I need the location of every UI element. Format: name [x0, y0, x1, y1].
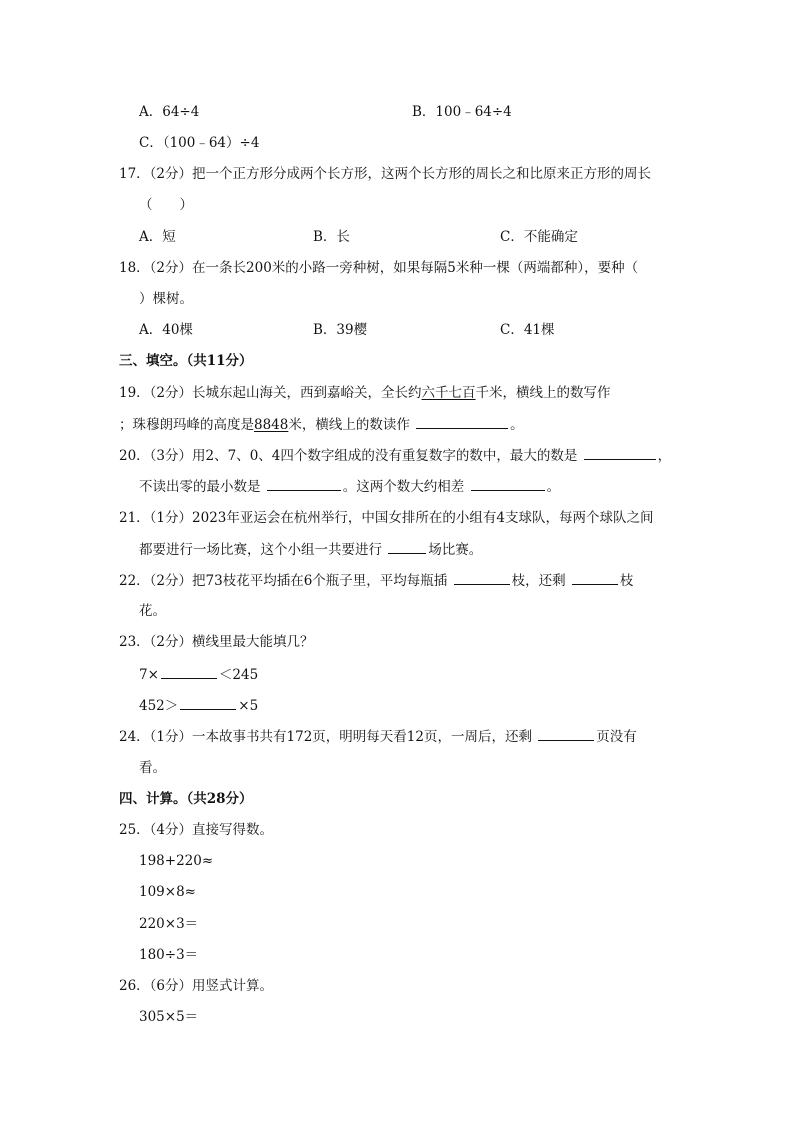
q21-text-1: 都要进行一场比赛，这个小组一共要进行 [139, 542, 382, 558]
q17-option-a: A．短 [139, 229, 176, 245]
q25-item-2: 109×8≈ [139, 884, 196, 900]
q19-underlined-height: 8848 [254, 417, 289, 433]
q23-expression-1 [139, 664, 258, 685]
q20-blank-difference[interactable] [471, 476, 545, 491]
q20-line1 [119, 445, 671, 466]
q23-expr2-right: ×5 [238, 698, 259, 714]
q24-text-1: 24．（1分）一本故事书共有172页，明明每天看12页，一周后，还剩 [119, 729, 532, 745]
q22-line2: 花。 [139, 603, 166, 619]
q20-blank-smallest[interactable] [267, 476, 341, 491]
q19-text-3: ；珠穆朗玛峰的高度是 [119, 417, 254, 433]
section-3-heading: 三、填空。（共11分） [119, 353, 253, 369]
q19-text-1: 19．（2分）长城东起山海关，西到嘉峪关，全长约 [119, 385, 422, 401]
q17-answer-paren: （ ） [139, 197, 193, 213]
q20-text-1: 20．（3分）用2、7、0、4四个数字组成的没有重复数字的数中，最大的数是 [119, 448, 578, 464]
q21-text-2: 场比赛。 [428, 542, 483, 558]
q17-stem: 17．（2分）把一个正方形分成两个长方形，这两个长方形的周长之和比原来正方形的周长 [119, 166, 652, 182]
q22-line1 [119, 570, 633, 591]
q22-text-3: 枝 [619, 573, 634, 589]
q23-expr1-left: 7× [139, 667, 159, 683]
q21-line1: 21．（1分）2023年亚运会在杭州举行，中国女排所在的小组有4支球队，每两个球队之间 [119, 510, 654, 526]
q18-option-b: B．39樱 [313, 322, 368, 338]
q20-text-2: ， [657, 448, 672, 464]
q19-underlined-number: 六千七百 [421, 385, 476, 401]
q25-item-3: 220×3＝ [139, 916, 199, 932]
q20-blank-largest[interactable] [584, 445, 656, 460]
q19-text-2: 千米，横线上的数写作 [475, 385, 611, 401]
section-4-heading: 四、计算。（共28分） [119, 791, 253, 807]
q21-blank-matches[interactable] [388, 539, 426, 554]
q25-stem: 25．（4分）直接写得数。 [119, 822, 274, 838]
q24-line1 [119, 726, 637, 747]
q16-option-a: A．64÷4 [139, 104, 200, 120]
q24-text-2: 页没有 [596, 729, 637, 745]
q16-option-c: C．（100﹣64）÷4 [139, 135, 260, 151]
q24-blank-pages[interactable] [538, 726, 594, 741]
q18-option-a: A．40棵 [139, 322, 193, 338]
q16-option-b: B．100﹣64÷4 [412, 104, 512, 120]
q25-item-1: 198+220≈ [139, 853, 214, 869]
q22-text-1: 22．（2分）把73枝花平均插在6个瓶子里，平均每瓶插 [119, 573, 448, 589]
q19-text-5: 。 [510, 417, 524, 433]
q22-text-2: 枝，还剩 [511, 573, 566, 589]
q19-answer-blank[interactable] [416, 414, 508, 429]
q18-stem-line2: ）棵树。 [139, 291, 193, 307]
q20-text-4: 。这两个数大约相差 [342, 479, 465, 495]
q17-option-b: B．长 [313, 229, 350, 245]
q18-stem-line1: 18．（2分）在一条长200米的小路一旁种树，如果每隔5米种一棵（两端都种），要种（ [119, 260, 639, 276]
q22-blank-remaining[interactable] [572, 570, 618, 585]
q23-expr1-right: ＜245 [218, 667, 259, 683]
q23-expression-2 [139, 695, 258, 716]
q23-expr2-left: 452＞ [139, 698, 179, 714]
q23-stem: 23．（2分）横线里最大能填几？ [119, 634, 314, 650]
q24-line2: 看。 [139, 760, 166, 776]
q26-stem: 26．（6分）用竖式计算。 [119, 978, 274, 994]
q20-text-3: 不读出零的最小数是 [139, 479, 261, 495]
q23-blank-1[interactable] [161, 664, 217, 679]
q18-option-c: C．41棵 [500, 322, 555, 338]
q23-blank-2[interactable] [180, 695, 236, 710]
q19-line2 [119, 414, 524, 435]
q22-blank-per-vase[interactable] [454, 570, 510, 585]
q21-line2 [139, 539, 482, 560]
q19-line1 [119, 383, 611, 403]
q19-text-4: 米，横线上的数读作 [288, 417, 410, 433]
q17-option-c: C．不能确定 [500, 229, 578, 245]
q20-line2 [139, 476, 560, 497]
q20-text-5: 。 [546, 479, 561, 495]
q25-item-4: 180÷3＝ [139, 947, 199, 963]
q26-item-1: 305×5＝ [139, 1009, 199, 1025]
